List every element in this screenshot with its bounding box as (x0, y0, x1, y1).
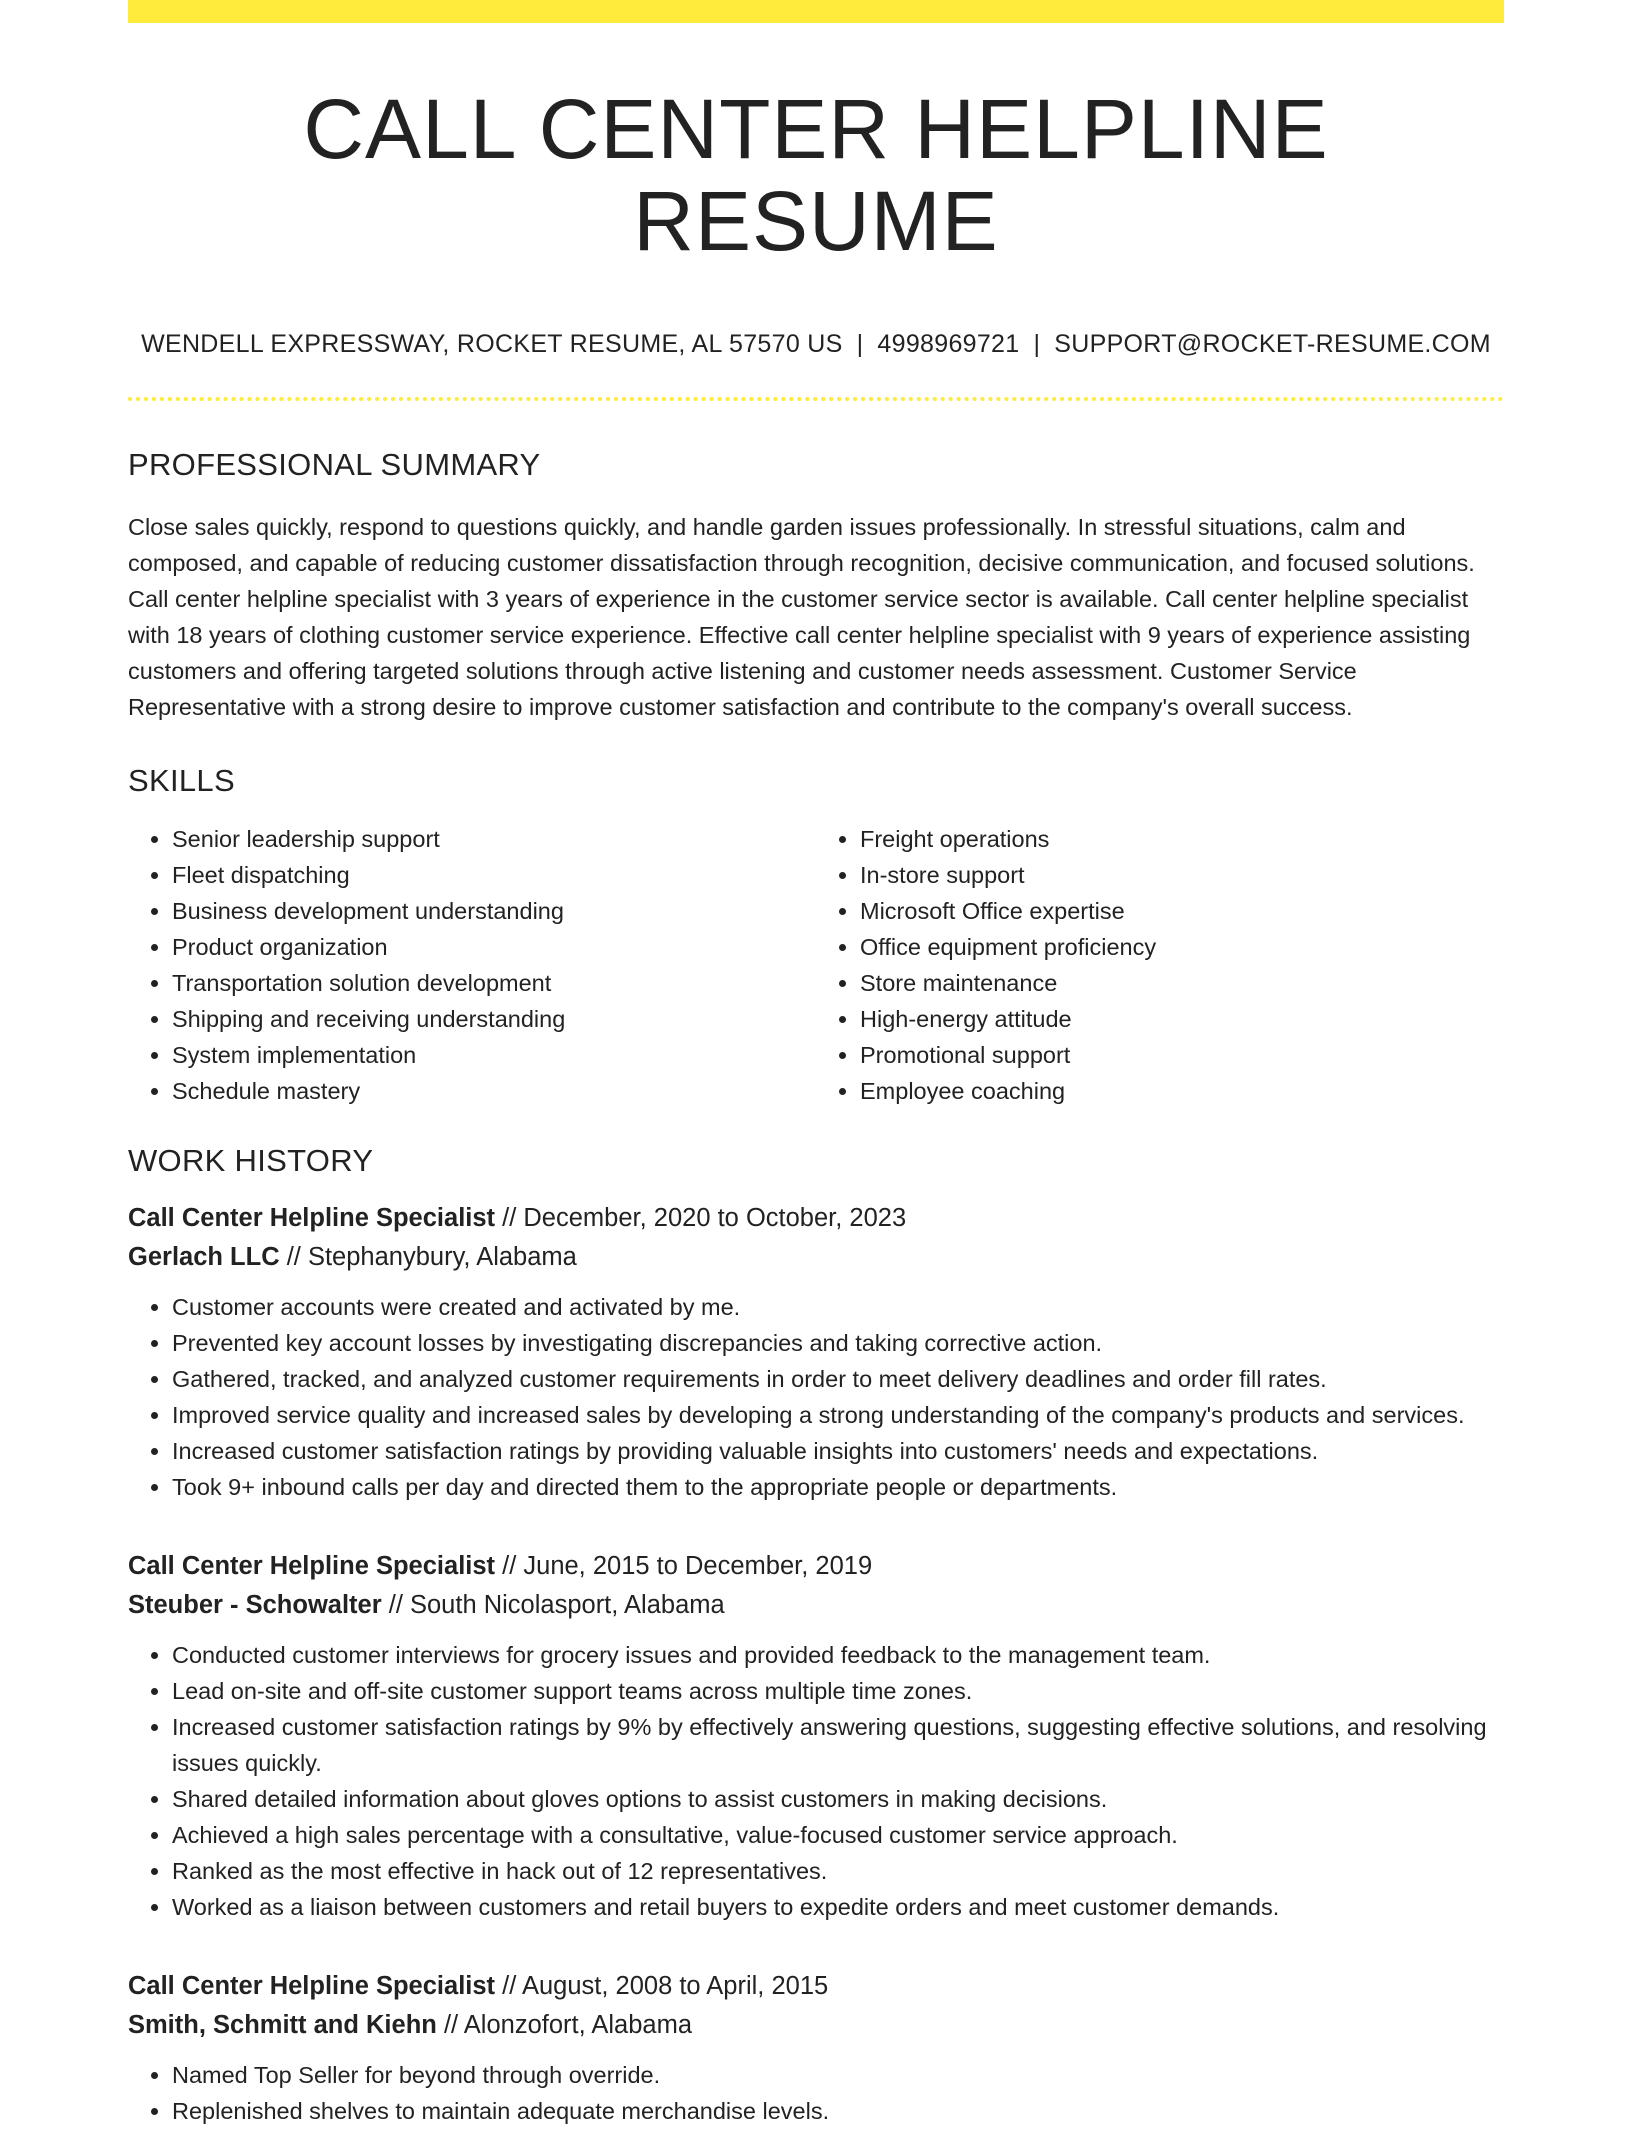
job-title: Call Center Helpline Specialist (128, 1971, 496, 2000)
job-entry (128, 1199, 1504, 1505)
skill-item: • Store maintenance (860, 965, 1504, 1001)
skill-item: • Transportation solution development (172, 965, 816, 1001)
job-bullets (128, 1637, 1504, 1925)
contact-separator: | (1033, 329, 1041, 358)
job-bullet: • Shared detailed information about gloves options to assist customers in making decisions. (172, 1781, 1504, 1817)
job-dates: // August, 2008 to April, 2015 (495, 1971, 829, 2000)
job-title: Call Center Helpline Specialist (128, 1203, 496, 1232)
job-company-line (128, 1238, 1504, 1277)
work-history-heading: WORK HISTORY (128, 1142, 374, 1178)
skill-item: • Freight operations (860, 821, 1504, 857)
job-company: Steuber - Schowalter (128, 1590, 382, 1619)
resume-title: CALL CENTER HELPLINE RESUME (303, 82, 1329, 269)
skill-item: • Business development understanding (172, 893, 816, 929)
skills-column-left (128, 821, 816, 1109)
job-entry (128, 1967, 1504, 2129)
skill-item: • Promotional support (860, 1037, 1504, 1073)
skill-item: • Senior leadership support (172, 821, 816, 857)
job-location: // Stephanybury, Alabama (279, 1242, 577, 1271)
skill-item: • Product organization (172, 929, 816, 965)
job-bullets (128, 1289, 1504, 1505)
job-dates: // December, 2020 to October, 2023 (495, 1203, 907, 1232)
skills-column-right (816, 821, 1504, 1109)
job-bullet: • Achieved a high sales percentage with a consultative, value-focused customer service approach. (172, 1817, 1504, 1853)
job-bullet: • Worked as a liaison between customers and retail buyers to expedite orders and meet customer demands. (172, 1889, 1504, 1925)
skill-item: • System implementation (172, 1037, 816, 1073)
job-bullet: • Increased customer satisfaction ratings by providing valuable insights into customers' needs and expectations. (172, 1433, 1504, 1469)
job-bullet: • Took 9+ inbound calls per day and directed them to the appropriate people or departments. (172, 1469, 1504, 1505)
job-company: Smith, Schmitt and Kiehn (128, 2010, 437, 2039)
job-location: // Alonzofort, Alabama (436, 2010, 693, 2039)
contact-phone: 4998969721 (877, 329, 1020, 358)
contact-email: SUPPORT@ROCKET-RESUME.COM (1054, 329, 1491, 358)
skill-item: • Shipping and receiving understanding (172, 1001, 816, 1037)
job-bullet: • Prevented key account losses by investigating discrepancies and taking corrective action. (172, 1325, 1504, 1361)
summary-text: Close sales quickly, respond to questions quickly, and handle garden issues professionally. In stressful situations, calm and composed, and capable of reducing customer dissatisfaction through recognition, decisive communication, and focused solutions. Call center helpline specialist with 3 years of experience in the customer service sector is available. Call center helpline specialist with 18 years of clothing customer service experience. Effective call center helpline specialist with 9 years of experience assisting customers and offering targeted solutions through active listening and customer needs assessment. Customer Service Representative with a strong desire to improve customer satisfaction and contribute to the company's overall success. (128, 513, 1475, 720)
job-bullet: • Increased customer satisfaction ratings by 9% by effectively answering questions, suggesting effective solutions, and resolving issues quickly. (172, 1709, 1504, 1781)
job-bullet: • Ranked as the most effective in hack out of 12 representatives. (172, 1853, 1504, 1889)
job-company-line (128, 1586, 1504, 1625)
skill-item: • Microsoft Office expertise (860, 893, 1504, 929)
skill-item: • Employee coaching (860, 1073, 1504, 1109)
contact-separator: | (856, 329, 864, 358)
skill-item: • Fleet dispatching (172, 857, 816, 893)
skills-heading: SKILLS (128, 762, 235, 798)
job-bullets (128, 2057, 1504, 2129)
skill-item: • Schedule mastery (172, 1073, 816, 1109)
job-bullet: • Customer accounts were created and activated by me. (172, 1289, 1504, 1325)
skills-list (128, 821, 1504, 1109)
job-bullet: • Lead on-site and off-site customer support teams across multiple time zones. (172, 1673, 1504, 1709)
job-bullet: • Named Top Seller for beyond through override. (172, 2057, 1504, 2093)
job-bullet: • Replenished shelves to maintain adequate merchandise levels. (172, 2093, 1504, 2129)
job-bullet: • Gathered, tracked, and analyzed customer requirements in order to meet delivery deadlines and order fill rates. (172, 1361, 1504, 1397)
skill-item: • Office equipment proficiency (860, 929, 1504, 965)
job-company-line (128, 2006, 1504, 2045)
job-dates: // June, 2015 to December, 2019 (495, 1551, 873, 1580)
job-location: // South Nicolasport, Alabama (381, 1590, 725, 1619)
summary-heading: PROFESSIONAL SUMMARY (128, 446, 541, 482)
job-title-line (128, 1199, 1504, 1238)
job-company: Gerlach LLC (128, 1242, 280, 1271)
job-bullet: • Conducted customer interviews for grocery issues and provided feedback to the management team. (172, 1637, 1504, 1673)
contact-address: WENDELL EXPRESSWAY, ROCKET RESUME, AL 57570 US (141, 329, 843, 358)
job-title-line (128, 1547, 1504, 1586)
job-title-line (128, 1967, 1504, 2006)
dotted-divider (128, 397, 1504, 401)
resume-content (128, 23, 1504, 2129)
top-accent-bar (128, 0, 1504, 23)
skill-item: • High-energy attitude (860, 1001, 1504, 1037)
contact-line (128, 330, 1504, 359)
skill-item: • In-store support (860, 857, 1504, 893)
job-entry (128, 1547, 1504, 1925)
job-title: Call Center Helpline Specialist (128, 1551, 496, 1580)
job-bullet: • Improved service quality and increased sales by developing a strong understanding of the company's products and services. (172, 1397, 1504, 1433)
